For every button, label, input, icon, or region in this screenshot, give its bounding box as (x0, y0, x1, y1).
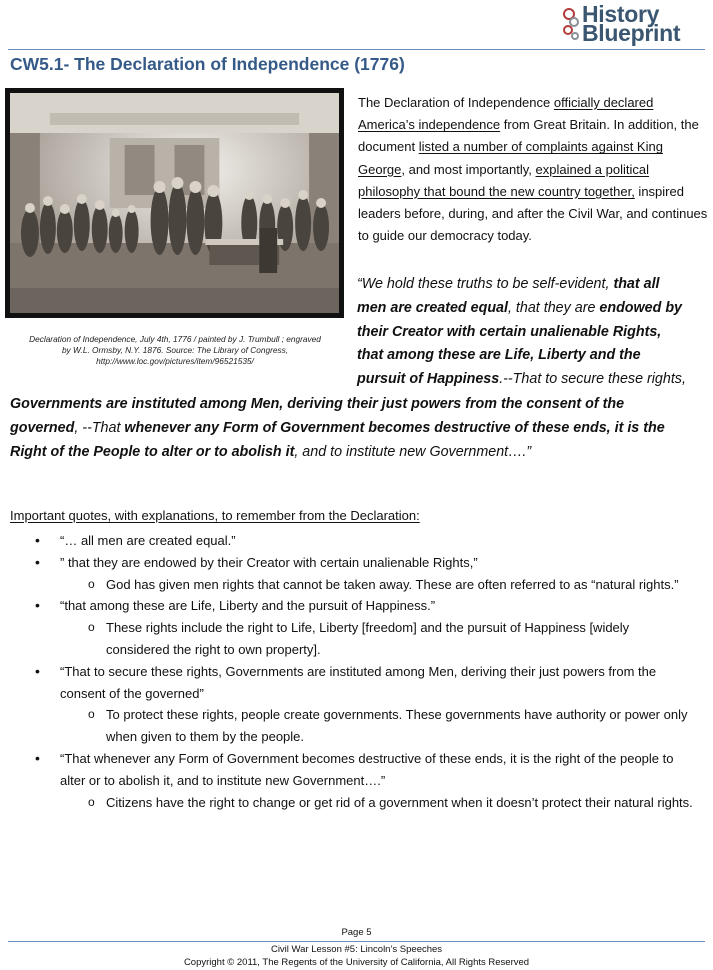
quote-bold-text: men are created equal (357, 299, 508, 316)
important-quotes-heading: Important quotes, with explanations, to remember from the Declaration: (10, 508, 420, 523)
intro-text: inspired leaders before, during, and after the Civil War, and continues to guide our democracy today. (358, 183, 708, 244)
page-number: Page 5 (341, 927, 372, 938)
declaration-quote-part2 (10, 393, 710, 464)
declaration-painting-image (10, 93, 339, 313)
quote-line (357, 321, 709, 345)
logo-text-blueprint: Blueprint (582, 20, 681, 46)
list-item: • “That whenever any Form of Government becomes destructive of these ends, it is the right of the people to alter or to abolish it, and to institute new Government….” (10, 748, 700, 792)
sub-list-item: o These rights include the right to Life, Liberty [freedom] and the pursuit of Happiness [widely considered the right to own property]. (10, 617, 700, 661)
logo-emblem-icon (560, 6, 584, 42)
caption-line: Declaration of Independence, July 4th, 1776 / painted by J. Trumbull ; engraved (29, 334, 321, 344)
painting-frame (5, 88, 344, 318)
page-title: CW5.1- The Declaration of Independence (1776) (10, 54, 405, 74)
intro-text: The Declaration of Independence (358, 95, 554, 110)
quote-bold-text: their Creator with certain unalienable Rights, (357, 323, 662, 340)
footer-divider (8, 941, 705, 942)
intro-text: from Great Britain. In addition, the document (358, 117, 699, 155)
history-blueprint-logo (560, 2, 710, 46)
quote-text: “We hold these truths to be self-evident, (357, 276, 614, 292)
list-item: • “That to secure these rights, Governments are instituted among Men, deriving their just powers from the consent of the governed” (10, 661, 700, 705)
list-item: • “… all men are created equal.” (10, 530, 700, 552)
list-item: • “that among these are Life, Liberty and the pursuit of Happiness.” (10, 595, 700, 617)
declaration-quote-part1 (357, 273, 709, 392)
caption-line: by W.L. Ormsby, N.Y. 1876. Source: The Library of Congress, (61, 345, 289, 356)
quote-bold-text: endowed by (599, 299, 683, 316)
intro-underlined-text: officially declared America’s independence (358, 95, 654, 133)
quote-bold-text: Right of the People to alter or to abolish it (10, 443, 295, 460)
quote-line (357, 297, 709, 321)
sub-list-item: o God has given men rights that cannot be taken away. These are often referred to as “natural rights.” (10, 574, 700, 596)
intro-paragraph (358, 92, 708, 247)
quote-text: , and to institute new Government….” (294, 443, 532, 460)
quote-bold-text: that among these are Life, Liberty and the (357, 347, 641, 364)
quote-text: .--That to secure these rights, (499, 371, 686, 388)
quote-bold-text: pursuit of Happiness (357, 371, 500, 388)
quote-line (10, 417, 710, 441)
quote-bold-text: whenever any Form of Government becomes destructive of these ends, it is the (124, 419, 665, 436)
quote-line (357, 273, 709, 297)
logo-text-history: History (582, 1, 660, 27)
sub-list-item: o To protect these rights, people create governments. These governments have authority or power only when given to them by the people. (10, 704, 700, 748)
painting-caption (14, 334, 336, 368)
sub-list-item: o Citizens have the right to change or get rid of a government when it doesn’t protect their natural rights. (10, 792, 700, 814)
intro-underlined-text: listed a number of complaints against King George (358, 139, 663, 177)
quote-line (10, 441, 710, 465)
caption-line: http://www.loc.gov/pictures/item/96521535/ (96, 356, 254, 367)
quote-text: , --That (74, 419, 125, 436)
intro-text: , and most importantly, (401, 161, 536, 177)
quote-bold-text: Governments are instituted among Men, deriving their just powers from the consent of the (10, 396, 625, 412)
quote-bold-text: governed (10, 419, 75, 436)
quote-line (357, 344, 709, 368)
quote-text: , that they are (507, 299, 600, 316)
footer-lesson: Civil War Lesson #5: Lincoln’s Speeches (270, 944, 443, 955)
list-item: • ” that they are endowed by their Creator with certain unalienable Rights,” (10, 552, 700, 574)
quote-line (357, 368, 709, 392)
intro-underlined-text: explained a political philosophy that bound the new country together, (358, 161, 649, 199)
header-divider (8, 49, 705, 50)
quote-line (10, 393, 710, 417)
quote-bold-text: that all (613, 276, 660, 292)
important-quotes-list (10, 530, 700, 813)
footer-copyright: Copyright © 2011, The Regents of the University of California, All Rights Reserved (183, 957, 530, 968)
